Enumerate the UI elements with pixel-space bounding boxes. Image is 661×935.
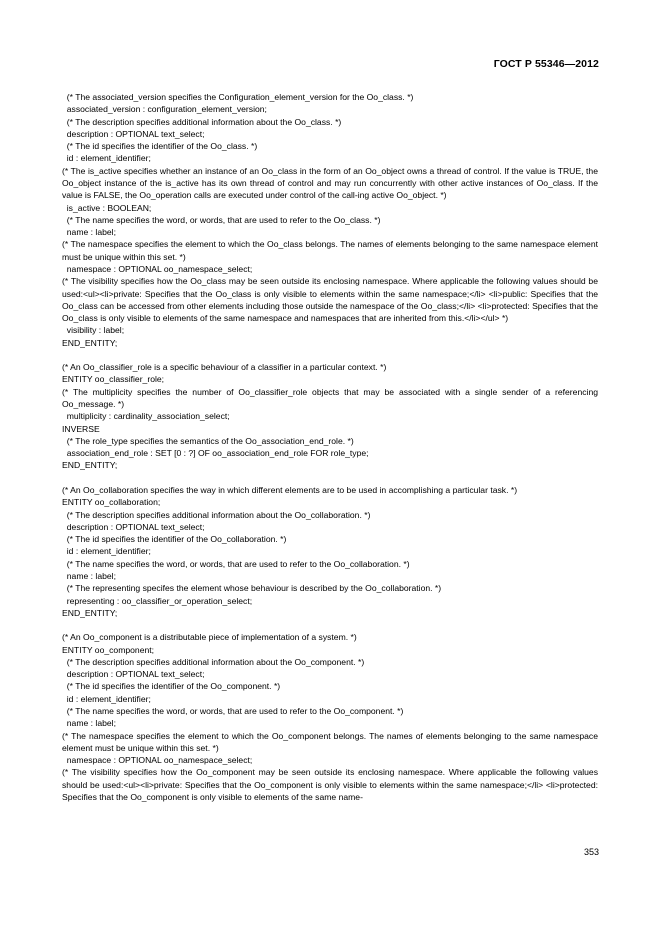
text-line: (* The associated_version specifies the Configuration_element_version for the Oo_class. *) [62,92,414,102]
text-paragraph: (* The is_active specifies whether an instance of an Oo_class in the form of an Oo_object owns a thread of control. If the value is TRUE, the Oo_object instance of the is_active has its own thread of control and may run concurrently with other active instances of Oo_class. If the value is FALSE, the Oo_operation calls are executed under control of the call-ing active Oo_object. *) [62,165,598,201]
text-line: representing : oo_classifier_or_operation_select; [62,595,253,606]
text-paragraph: (* The multiplicity specifies the number of Oo_classifier_role objects that may be associated with a single sender of a referencing Oo_message. *) [62,386,598,410]
text-line: END_ENTITY; [62,337,118,348]
text-line: name : label; [62,718,116,729]
text-line: (* The role_type specifies the semantics of the Oo_association_end_role. *) [62,435,354,446]
text-line: (* The description specifies additional information about the Oo_class. *) [62,116,342,127]
text-line: (* An Oo_component is a distributable piece of implementation of a system. *) [62,632,357,643]
text-line: multiplicity : cardinality_association_select; [62,411,230,422]
text-line: name : label; [62,570,116,581]
text-paragraph: (* The visibility specifies how the Oo_class may be seen outside its enclosing namespace. Where applicable the following values should be used:<ul><li>private: Specifies that the Oo_class is only visible to elements within the same namespace;</li> <li>public: Specifies that the Oo_class can be accessed from other elements including those outside the namespace of the Oo_class;</li> <li>protected: Specifies that the Oo_class is only visible to elements of the same namespace and namespaces that are inherited from this.</li></ul> *) [62,276,598,324]
text-line: name : label; [62,227,116,238]
text-paragraph: (* The namespace specifies the element to which the Oo_component belongs. The names of elements belonging to the same namespace element must be unique within this set. *) [62,730,598,753]
text-line: description : OPTIONAL text_select; [62,128,205,139]
text-line: description : OPTIONAL text_select; [62,669,205,680]
text-line: ENTITY oo_component; [62,644,155,655]
text-paragraph: (* The visibility specifies how the Oo_component may be seen outside its enclosing namespace. Where applicable the following values should be used:<ul><li>private: Specifies that the Oo_component is only visible to elements within the same namespace;</li> <li>protected: Specifies that the Oo_component is only visible to elements of the same name- [62,767,598,802]
text-line: INVERSE [62,423,100,434]
text-line: is_active : BOOLEAN; [62,202,152,213]
text-line: END_ENTITY; [62,607,118,618]
text-line: ENTITY oo_collaboration; [62,497,161,508]
text-line: (* The name specifies the word, or words, that are used to refer to the Oo_component. *) [62,706,404,717]
text-line: (* The id specifies the identifier of the Oo_component. *) [62,681,281,692]
text-line: namespace : OPTIONAL oo_namespace_select; [62,263,253,274]
text-line: END_ENTITY; [62,460,118,471]
text-line: (* The id specifies the identifier of the Oo_collaboration. *) [62,534,287,545]
text-line: (* The name specifies the word, or words, that are used to refer to the Oo_class. *) [62,214,381,225]
text-line: (* The id specifies the identifier of the Oo_class. *) [62,141,258,152]
text-line: description : OPTIONAL text_select; [62,521,205,532]
page-body [62,91,598,803]
text-line: (* The description specifies additional information about the Oo_collaboration. *) [62,509,371,520]
blank-line [62,619,598,631]
text-line: ENTITY oo_classifier_role; [62,374,165,385]
blank-line [62,472,598,484]
blank-line [62,349,598,361]
text-line: (* The name specifies the word, or words, that are used to refer to the Oo_collaboration. *) [62,558,410,569]
text-paragraph: (* The namespace specifies the element to which the Oo_class belongs. The names of elements belonging to the same namespace element must be unique within this set. *) [62,239,598,262]
text-line: (* An Oo_classifier_role is a specific behaviour of a classifier in a particular context. *) [62,362,387,373]
text-line: association_end_role : SET [0 : ?] OF oo_association_end_role FOR role_type; [62,448,369,459]
text-line: (* The description specifies additional information about the Oo_component. *) [62,656,365,667]
standard-designation: ГОСТ Р 55346—2012 [493,58,599,70]
text-line: (* The representing specifes the element whose behaviour is described by the Oo_collaboration. *) [62,583,442,594]
text-line: visibility : label; [62,325,125,336]
text-line: id : element_identifier; [62,153,151,164]
text-line: (* An Oo_collaboration specifies the way in which different elements are to be used in accomplishing a particular task. *) [62,484,518,495]
text-line: namespace : OPTIONAL oo_namespace_select; [62,755,253,766]
text-line: id : element_identifier; [62,546,151,557]
text-line: associated_version : configuration_element_version; [62,104,267,115]
text-line: id : element_identifier; [62,693,151,704]
page-number: 353 [583,847,599,857]
